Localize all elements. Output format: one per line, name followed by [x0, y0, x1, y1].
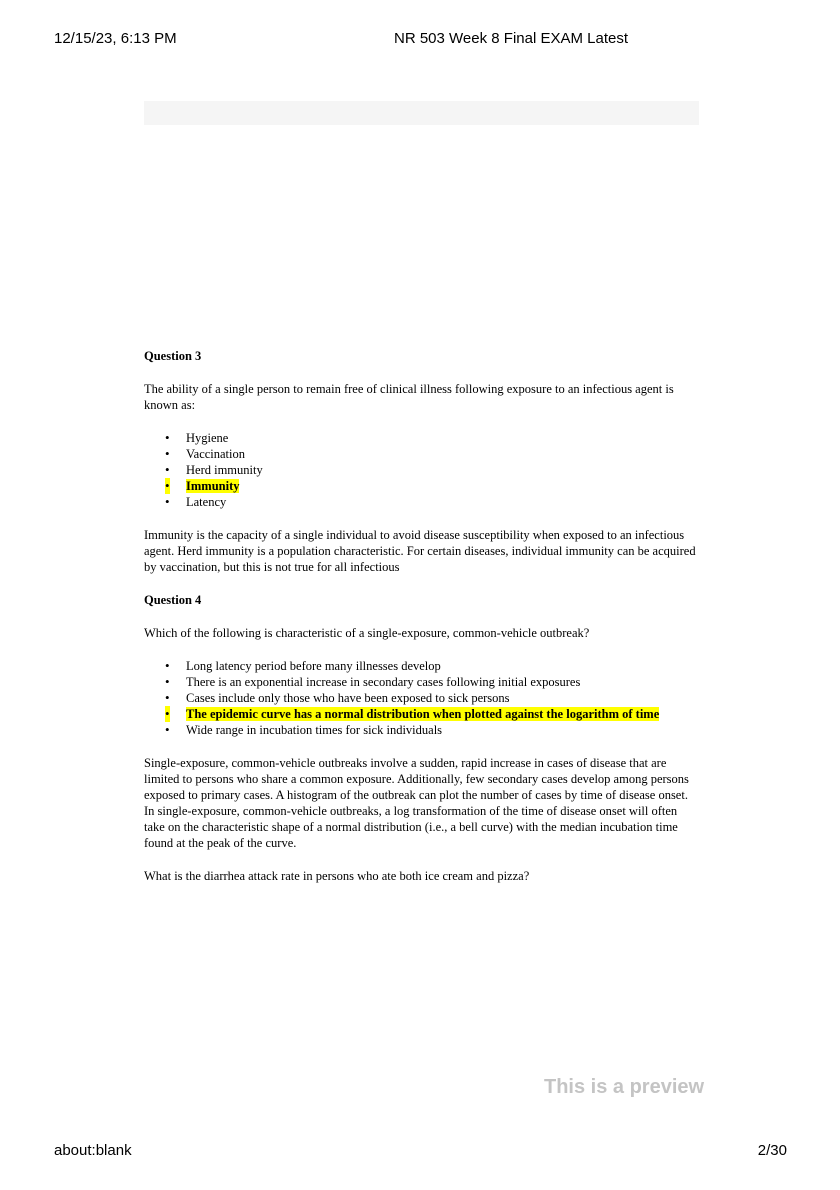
next-question-text: What is the diarrhea attack rate in persons who ate both ice cream and pizza?: [144, 869, 530, 883]
answer-options: [144, 658, 700, 738]
answer-explanation: Immunity is the capacity of a single individual to avoid disease susceptibility when exposed to an infectious agent. Herd immunity is a population characteristic. For certain diseases, individual immunity can be acquired by vaccination, but this is not true for all infectious: [144, 528, 696, 574]
answer-option: • Hygiene: [144, 430, 700, 446]
question-block: [144, 348, 700, 575]
answer-option: • Long latency period before many illnesses develop: [144, 658, 700, 674]
page-url: about:blank: [54, 1142, 132, 1159]
answer-option-correct: • The epidemic curve has a normal distribution when plotted against the logarithm of time: [144, 706, 700, 722]
question-title: Question 3: [144, 349, 202, 363]
page-number: 2/30: [757, 1142, 787, 1159]
answer-option: • Vaccination: [144, 446, 700, 462]
document-title: NR 503 Week 8 Final EXAM Latest: [394, 30, 628, 47]
preview-watermark: This is a preview: [544, 1076, 705, 1098]
question-title: Question 4: [144, 593, 202, 607]
question-text: The ability of a single person to remain free of clinical illness following exposure to an infectious agent is known as:: [144, 382, 674, 412]
answer-options: [144, 430, 700, 510]
answer-option: • There is an exponential increase in secondary cases following initial exposures: [144, 674, 700, 690]
answer-option-correct: • Immunity: [144, 478, 700, 494]
answer-option: • Latency: [144, 494, 700, 510]
question-block: [144, 592, 700, 851]
question-text: Which of the following is characteristic of a single-exposure, common-vehicle outbreak?: [144, 626, 590, 640]
answer-option: • Wide range in incubation times for sick individuals: [144, 722, 700, 738]
answer-explanation: Single-exposure, common-vehicle outbreaks involve a sudden, rapid increase in cases of disease that are limited to persons who share a common exposure. Additionally, few secondary cases develop among persons exposed to primary cases. A histogram of the outbreak can plot the number of cases by time of disease onset. In single-exposure, common-vehicle outbreaks, a log transformation of the time of disease onset will often take on the characteristic shape of a normal distribution (i.e., a bell curve) with the median incubation time found at the peak of the curve.: [144, 756, 689, 850]
blurred-content-bar: [144, 101, 699, 125]
print-datetime: 12/15/23, 6:13 PM: [54, 30, 177, 47]
answer-option: • Cases include only those who have been exposed to sick persons: [144, 690, 700, 706]
exam-content: [144, 348, 700, 901]
answer-option: • Herd immunity: [144, 462, 700, 478]
